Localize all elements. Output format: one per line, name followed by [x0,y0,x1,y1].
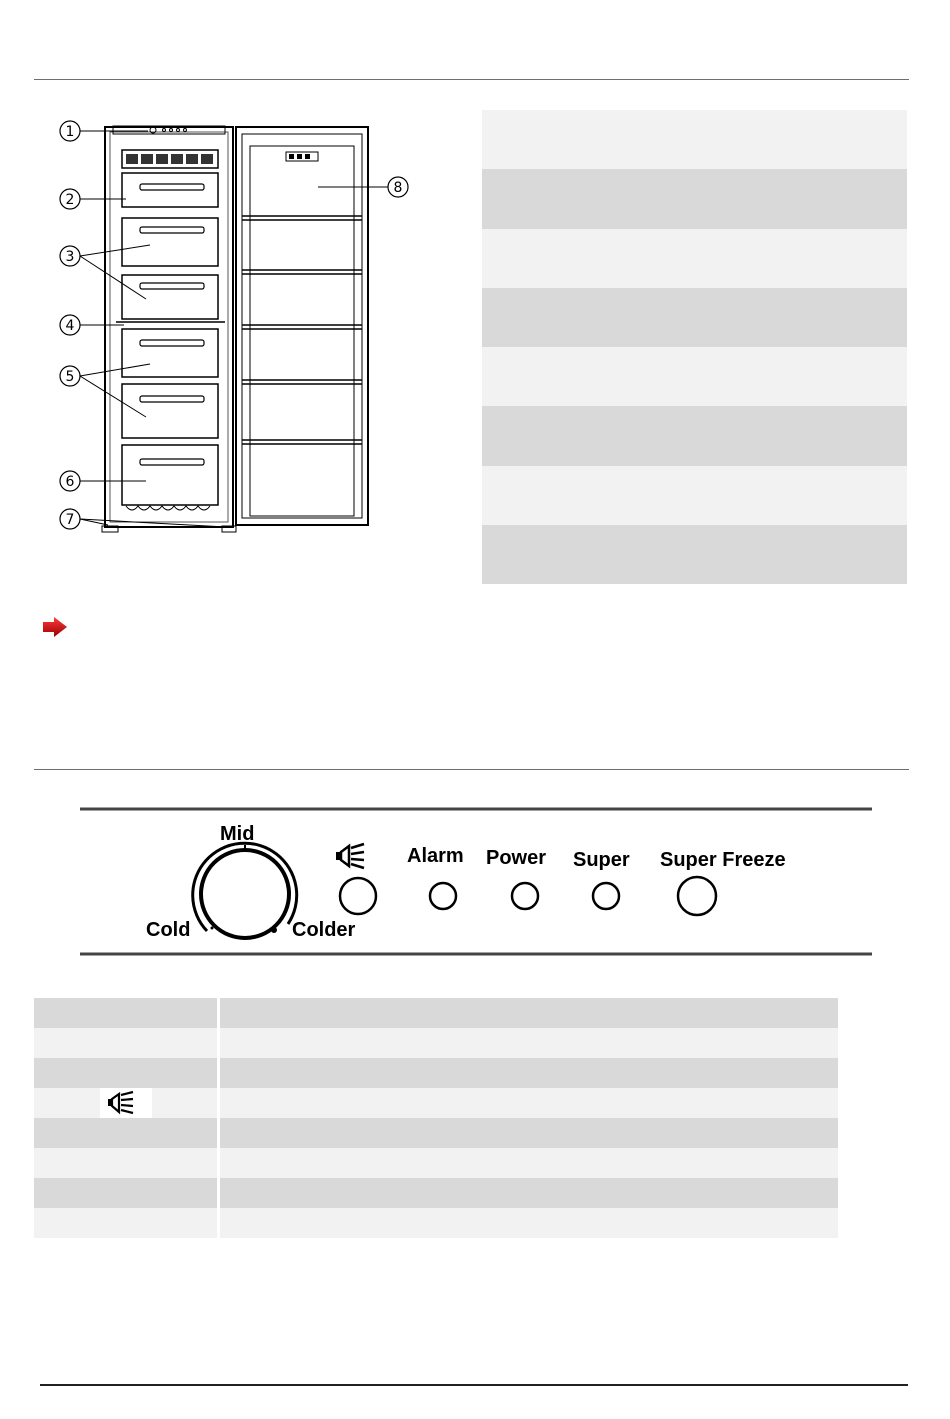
dial-label-cold: Cold [146,919,191,941]
indicator-label-super: Super [573,849,630,871]
parts-row [482,110,907,169]
speaker-icon [100,1088,152,1118]
parts-row [482,288,907,347]
super-indicator-light [593,883,619,909]
indicator-label-alarm: Alarm [407,845,464,867]
parts-table [482,110,907,584]
callout-2: 2 [65,192,75,208]
parts-row [482,229,907,288]
control-panel-diagram [80,806,875,958]
super-freeze-button[interactable] [678,877,716,915]
speaker-alarm-icon [336,844,364,868]
indicator-label-power: Power [486,847,547,869]
table-row [34,1208,838,1238]
top-divider [34,79,909,80]
table-row [34,1028,838,1058]
callout-5: 5 [65,369,75,385]
indicator-label-super-freeze: Super Freeze [660,849,786,871]
callout-6: 6 [65,474,75,490]
section-divider [34,769,909,770]
table-row [34,998,838,1028]
callout-7: 7 [65,512,75,528]
alarm-sound-button[interactable] [340,878,376,914]
freezer-diagram [50,112,430,542]
alarm-indicator-light [430,883,456,909]
parts-row [482,347,907,406]
table-row [34,1178,838,1208]
table-row [34,1148,838,1178]
callout-4: 4 [65,318,75,334]
table-row [34,1088,838,1118]
callout-8: 8 [393,180,403,196]
callout-1: 1 [65,124,75,140]
parts-row [482,169,907,228]
dial-label-colder: Colder [292,919,356,941]
controls-table [34,998,838,1238]
table-row [34,1058,838,1088]
footer-divider [40,1384,908,1386]
note-arrow-icon [42,616,68,638]
dial-label-mid: Mid [220,823,255,845]
parts-row [482,525,907,584]
parts-row [482,406,907,465]
temperature-dial[interactable] [193,843,297,938]
table-row [34,1118,838,1148]
power-indicator-light [512,883,538,909]
parts-row [482,466,907,525]
callout-3: 3 [65,249,75,265]
